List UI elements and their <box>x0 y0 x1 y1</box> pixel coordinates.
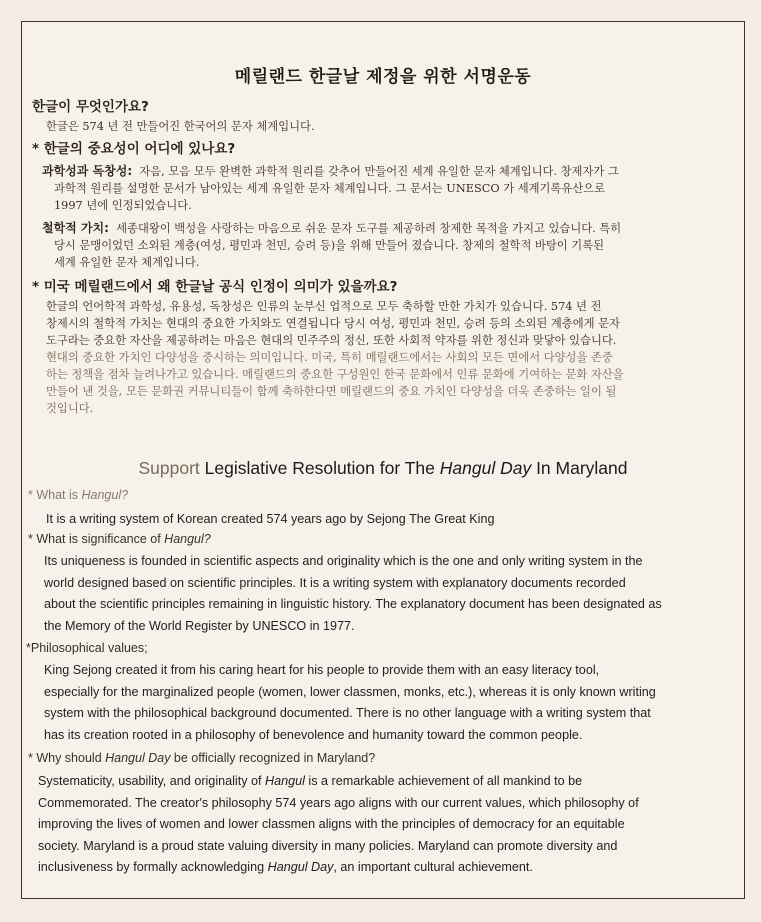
korean-question-why-maryland: * 미국 메릴랜드에서 왜 한글날 공식 인정이 의미가 있을까요? <box>32 279 398 295</box>
korean-philosophy-paragraph: 철학적 가치: 세종대왕이 백성을 사랑하는 마음으로 쉬운 문자 도구를 제공하려 창제한 목적을 가지고 있습니다. 특히 당시 문맹이었던 소외된 계층(여성, 평민과 천민, 승려 등)을 위해 만들어 졌습니다. 창제의 철학적 바탕이 기록된 세계 유일한 문자 체계입니다. <box>42 221 622 269</box>
philosophy-label: 철학적 가치: <box>42 221 109 235</box>
english-answer-what-is-hangul: It is a writing system of Korean created 574 years ago by Sejong The Great King <box>46 512 495 526</box>
english-why-maryland-paragraph: Systematicity, usability, and originality of Hangul is a remarkable achievement of all mankind to be Commemorated. The creator's philosophy 574 years ago aligns with our current values, which philosophy of improving the lives of women and lower classmen aligns with the principles of democracy for an equitable society. Maryland is a proud state valuing diversity in many policies. Maryland can promote diversity and inclusiveness by formally acknowledging Hangul Day, an important cultural achievement. <box>38 774 639 874</box>
korean-science-paragraph: 과학성과 독창성: 자음, 모음 모두 완벽한 과학적 원리를 갖추어 만들어진 세계 유일한 문자 체계입니다. 창제자가 그 과학적 원리를 설명한 문서가 남아있는 세계 유일한 문자 체계입니다. 그 문서는 UNESCO 가 세계기록유산으로 1997 년에 인정되었습니다. <box>42 164 619 212</box>
english-question-what-is-hangul: * What is Hangul? <box>28 488 129 502</box>
korean-answer-what-is-hangul: 한글은 574 년 전 만들어진 한국어의 문자 체계입니다. <box>46 120 315 133</box>
korean-why-maryland-paragraph: 한글의 언어학적 과학성, 유용성, 독창성은 인류의 눈부신 업적으로 모두 축하할 만한 가치가 있습니다. 574 년 전 창제시의 철학적 가치는 현대의 중요한 가치와도 연결됩니다 당시 여성, 평민과 천민, 승려 등의 소외된 계층에게 문자 도구라는 중요한 자산을 제공하려는 마음은 현대의 민주주의 정신, 또한 사회적 약자를 위한 정신과 맞닿아 있습니다. 현대의 중요한 가치인 다양성을 중시하는 의미입니다. 미국, 특히 메릴랜드에서는 사회의 모든 면에서 다양성을 존중 하는 정책을 점차 늘려나가고 있습니다. 메릴랜드의 중요한 구성원인 한국 문화에서 인류 문화에 기여하는 문화 자산을 만들어 낸 것을, 모든 문화권 커뮤니티들이 함께 축하한다면 메릴랜드의 중요 가치인 다양성을 더욱 존중하는 일이 될 것입니다. <box>46 300 624 415</box>
korean-question-significance: * 한글의 중요성이 어디에 있나요? <box>32 141 236 157</box>
english-question-significance: * What is significance of Hangul? <box>28 532 211 546</box>
english-philosophy-paragraph: King Sejong created it from his caring heart for his people to provide them with an easy literacy tool, especially for the marginalized people (women, lower classmen, monks, etc.), whereas it is only known writing system with the philosophical background documented. There is no other language with a writing system that has its creation rooted in a philosophy of benevolence and humanity toward the common people. <box>44 663 656 742</box>
english-question-philosophical-values: *Philosophical values; <box>26 641 148 655</box>
science-label: 과학성과 독창성: <box>42 164 133 178</box>
korean-question-what-is-hangul: 한글이 무엇인가요? <box>32 99 149 115</box>
document-frame <box>21 21 745 899</box>
korean-title: 메릴랜드 한글날 제정을 위한 서명운동 <box>234 67 532 87</box>
english-significance-paragraph: Its uniqueness is founded in scientific aspects and originality which is the one and only writing system in the world designed based on scientific principles. It is a writing system with explanatory documents recorded about the scientific principles remaining in linguistic history. The explanatory document has been designated as the Memory of the World Register by UNESCO in 1977. <box>44 554 662 633</box>
english-question-why-maryland: * Why should Hangul Day be officially recognized in Maryland? <box>28 751 376 765</box>
english-title: Support Legislative Resolution for The Hangul Day In Maryland <box>138 458 628 478</box>
